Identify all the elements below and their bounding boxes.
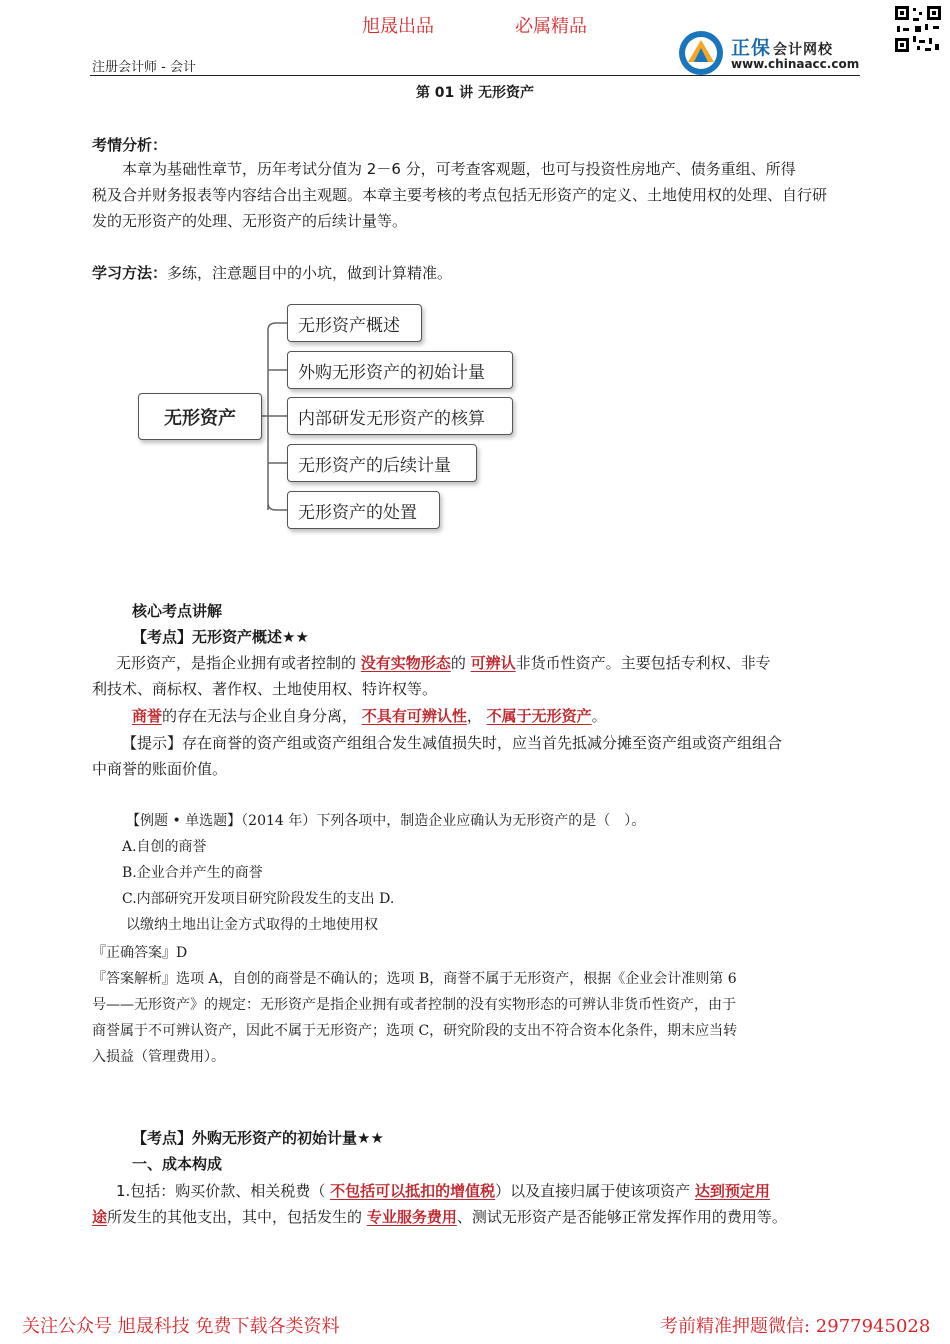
point1-title: 【考点】无形资产概述★★ xyxy=(132,628,309,646)
analysis-title: 考情分析： xyxy=(92,136,168,154)
brand-url: www.chinaacc.com xyxy=(731,57,860,71)
mindmap-branch-2: 外购无形资产的初始计量 xyxy=(287,351,513,389)
mindmap-branch-4: 无形资产的后续计量 xyxy=(287,444,477,482)
answer-analysis-line-3: 商誉属于不可辨认资产，因此不属于无形资产；选项 C，研究阶段的支出不符合资本化条件，期末应当转 xyxy=(92,1023,738,1039)
core-heading: 核心考点讲解 xyxy=(132,602,223,620)
definition-line-2: 利技术、商标权、著作权、土地使用权、特许权等。 xyxy=(92,680,438,698)
analysis-line-1: 本章为基础性章节，历年考试分值为 2－6 分，可考查客观题，也可与投资性房地产、债务重组、所得 xyxy=(122,160,796,178)
brand-name: 正保 会计网校 xyxy=(731,37,834,59)
mindmap-branch-3: 内部研发无形资产的核算 xyxy=(287,397,513,435)
point2-line-1: 1.包括：购买价款、相关税费（ 不包括可以抵扣的增值税）以及直接归属于使该项资产 达到预定用 xyxy=(116,1182,770,1200)
keyword-professional-fees: 专业服务费用 xyxy=(366,1208,457,1226)
option-a: A.自创的商誉 xyxy=(122,839,207,855)
keyword-not-identifiable: 不具有可辨认性 xyxy=(361,707,467,725)
point2-subtitle: 一、成本构成 xyxy=(132,1155,223,1173)
course-name: 注册会计师 - 会计 xyxy=(92,60,196,75)
keyword-no-physical-form: 没有实物形态 xyxy=(360,654,451,672)
answer-analysis-line-1: 『答案解析』选项 A，自创的商誉是不确认的；选项 B，商誉不属于无形资产，根据《企业会计准则第 6 xyxy=(92,971,737,987)
keyword-identifiable: 可辨认 xyxy=(470,654,516,672)
keyword-goodwill: 商誉 xyxy=(132,707,163,725)
tip-line-2: 中商誉的账面价值。 xyxy=(92,760,228,778)
lecture-title: 第 01 讲 无形资产 xyxy=(415,85,535,101)
example-question: 【例题 • 单选题】（2014 年）下列各项中，制造企业应确认为无形资产的是（ ）。 xyxy=(126,813,646,829)
keyword-not-intangible: 不属于无形资产 xyxy=(486,707,592,725)
mindmap-root: 无形资产 xyxy=(138,393,262,440)
study-method-label: 学习方法： xyxy=(92,264,168,282)
keyword-excluding-vat: 不包括可以抵扣的增值税 xyxy=(330,1182,496,1200)
answer-analysis-line-4: 入损益（管理费用）。 xyxy=(92,1049,225,1065)
mindmap-branch-1: 无形资产概述 xyxy=(287,304,422,342)
goodwill-line: 商誉的存在无法与企业自身分离， 不具有可辨认性， 不属于无形资产。 xyxy=(132,707,607,725)
analysis-line-2: 税及合并财务报表等内容结合出主观题。本章主要考核的考点包括无形资产的定义、土地使用权的处理、自行研 xyxy=(92,186,828,204)
option-b: B.企业合并产生的商誉 xyxy=(122,865,263,881)
keyword-intended-use: 达到预定用 xyxy=(694,1182,770,1200)
option-c: C.内部研究开发项目研究阶段发生的支出 D. xyxy=(122,891,395,907)
mindmap-branch-5: 无形资产的处置 xyxy=(287,491,440,529)
correct-answer: 『正确答案』D xyxy=(92,945,188,961)
study-method-text: 多练，注意题目中的小坑，做到计算精准。 xyxy=(167,264,453,282)
point2-line-2: 途所发生的其他支出，其中，包括发生的 专业服务费用、测试无形资产是否能够正常发挥作用的费用等。 xyxy=(92,1208,787,1226)
option-d: 以缴纳土地出让金方式取得的土地使用权 xyxy=(126,917,378,933)
definition-line-1: 无形资产，是指企业拥有或者控制的 没有实物形态的 可辨认非货币性资产。主要包括专利权、非专 xyxy=(116,654,771,672)
tip-line-1: 【提示】存在商誉的资产组或资产组组合发生减值损失时，应当首先抵减分摊至资产组或资产组组合 xyxy=(122,734,783,752)
footer-right: 考前精准押题微信: 2977945028 xyxy=(660,1316,931,1337)
analysis-line-3: 发的无形资产的处理、无形资产的后续计量等。 xyxy=(92,212,408,230)
point2-title: 【考点】外购无形资产的初始计量★★ xyxy=(132,1129,384,1147)
footer-left: 关注公众号 旭晟科技 免费下载各类资料 xyxy=(22,1316,340,1337)
header-slogan-left: 旭晟出品 xyxy=(362,16,434,37)
header-slogan-right: 必属精品 xyxy=(515,16,587,37)
answer-analysis-line-2: 号——无形资产》的规定：无形资产是指企业拥有或者控制的没有实物形态的可辨认非货币性资产，由于 xyxy=(92,997,736,1013)
